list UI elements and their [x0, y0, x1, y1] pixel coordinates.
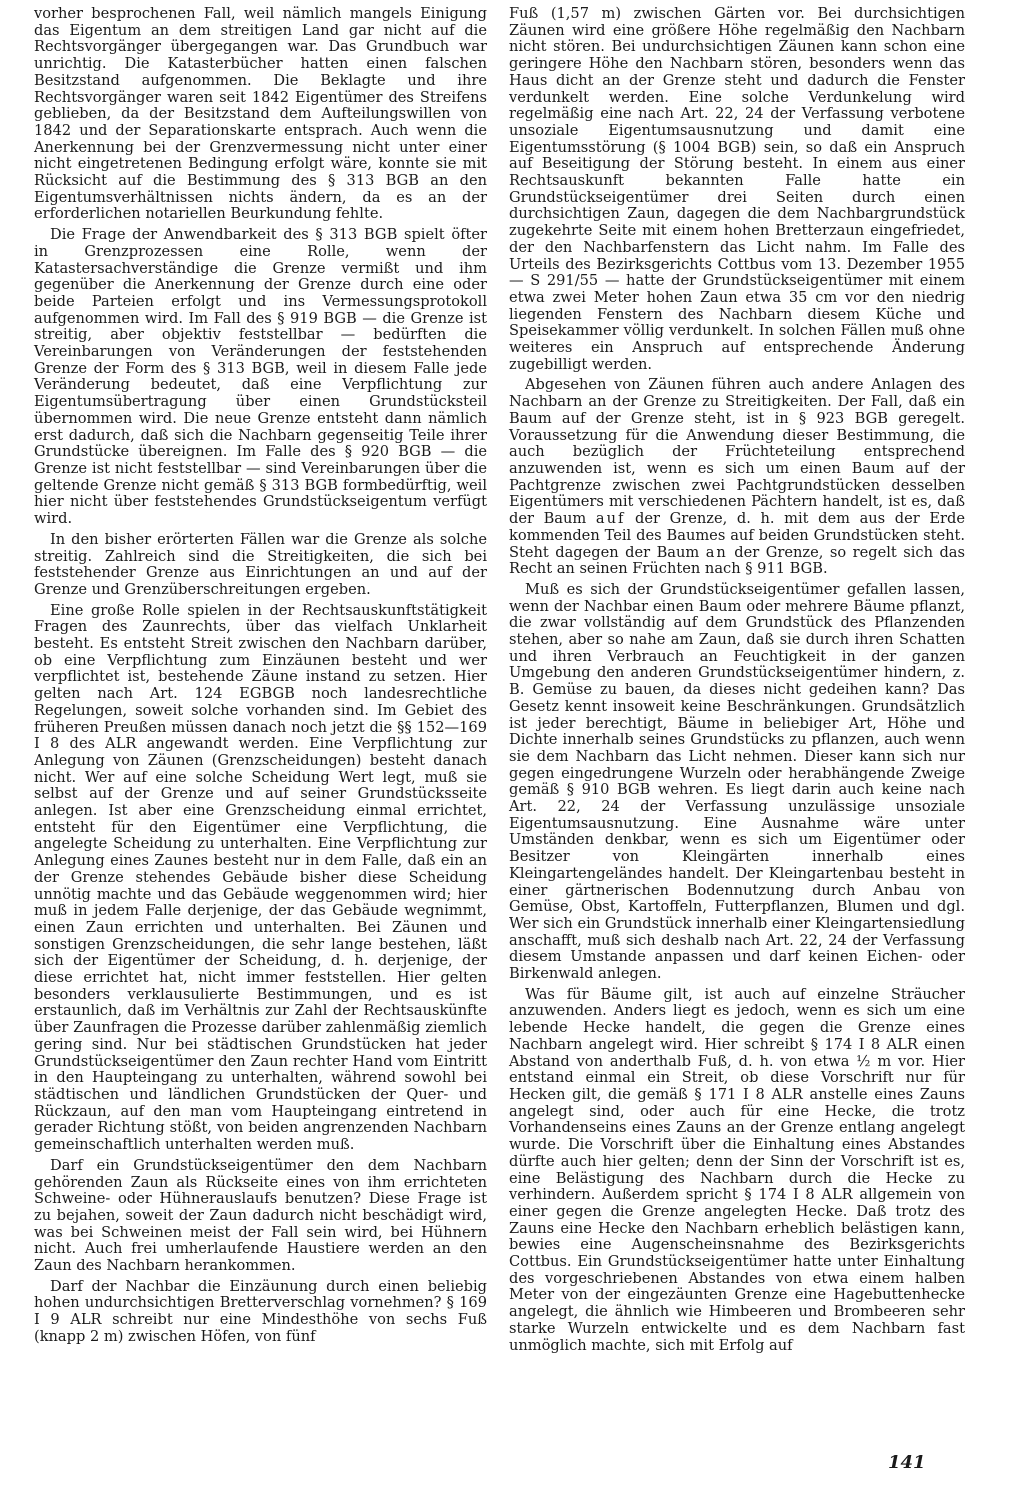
paragraph: Muß es sich der Grundstückseigentümer gefallen lassen, wenn der Nachbar einen Baum oder mehrere Bäume pflanzt, die zwar vollständig auf dem Grundstück des Pflanzenden stehen, aber so nahe am Zaun, daß sie durch ihren Schatten und ihren Verbrauch an Feuchtigkeit in der ganzen Umgebung den anderen Grundstückseigentümer hindern, z. B. Gemüse zu bauen, da dieses nicht gedeihen kann? Das Gesetz kennt insoweit keine Beschränkungen. Grundsätzlich ist jeder berechtigt, Bäume in beliebiger Art, Höhe und Dichte innerhalb seines Grundstücks zu pflanzen, auch wenn sie dem Nachbarn das Licht nehmen. Dieser kann sich nur gegen eingedrungene Wurzeln oder herabhängende Zweige gemäß § 910 BGB wehren. Es liegt darin auch keine nach Art. 22, 24 der Verfassung unzulässige unsoziale Eigentumsausnutzung. Eine Ausnahme wäre unter Umständen denkbar, wenn es sich um Eigentümer oder Besitzer von Kleingärten innerhalb eines Kleingartengeländes handelt. Der Kleingartenbau besteht in einer gärtnerischen Bodennutzung durch Anbau von Gemüse, Obst, Kartoffeln, Futterpflanzen, Blumen und dgl. Wer sich ein Grundstück innerhalb einer Kleingartensiedlung anschafft, muß sich deshalb nach Art. 22, 24 der Verfassung diesem Umstande anpassen und darf keinen Eichen- oder Birkenwald anlegen. [509, 580, 965, 983]
text-run: Abgesehen von Zäunen führen auch andere Anlagen des Nachbarn an der Grenze zu Streitigkeiten. Der Fall, daß ein Baum auf der Grenze steht, ist in § 923 BGB geregelt. Voraussetzung für die Anwendung dieser Bestimmung, die auch bezüglich der Früchteteilung entsprechend anzuwenden ist, wenn es sich um einen Baum auf der Pachtgrenze zwischen zwei Pachtgrundstücken desselben Eigentümers mit verschiedenen Pächtern handelt, ist es, daß der Baum [509, 376, 965, 528]
paragraph: Fuß (1,57 m) zwischen Gärten vor. Bei durchsichtigen Zäunen wird eine größere Höhe regelmäßig den Nachbarn nicht stören. Bei undurchsichtigen Zäunen kann schon eine geringere Höhe den Nachbarn stören, besonders wenn das Haus dicht an der Grenze steht und dadurch die Fenster verdunkelt werden. Eine solche Verdunkelung wird regelmäßig eine nach Art. 22, 24 der Verfassung verbotene unsoziale Eigentumsausnutzung und damit eine Eigentumsstörung (§ 1004 BGB) sein, so daß ein Anspruch auf Beseitigung der Störung besteht. In einem aus einer Rechtsauskunft bekannten Falle hatte ein Grundstückseigentümer drei Seiten durch einen durchsichtigen Zaun, dagegen die dem Nachbargrundstück zugekehrte Seite mit einem hohen Bretterzaun eingefriedet, der den Nachbarfenstern das Licht nahm. Im Falle des Urteils des Bezirksgerichts Cottbus vom 13. Dezember 1955 — S 291/55 — hatte der Grundstückseigentümer mit einem etwa zwei Meter hohen Zaun etwa 35 cm vor den niedrig liegenden Fenstern des Nachbarn diesem Küche und Speisekammer völlig verdunkelt. In solchen Fällen muß ohne weiteres ein Anspruch auf entsprechende Änderung zugebilligt werden. [509, 5, 965, 373]
left-column [34, 6, 487, 1350]
paragraph: vorher besprochenen Fall, weil nämlich mangels Einigung das Eigentum an dem streitigen Land gar nicht auf die Rechtsvorgänger übergegangen war. Das Grundbuch war unrichtig. Die Katasterbücher hatten einen falschen Besitzstand aufgenommen. Die Beklagte und ihre Rechtsvorgänger waren seit 1842 Eigentümer des Streifens geblieben, da der Besitzstand dem Aufteilungswillen von 1842 und der Separationskarte entsprach. Auch wenn die Anerkennung bei der Grenzvermessung nicht unter einer nicht eingetretenen Bedingung erfolgt wäre, konnte sie mit Rücksicht auf die Bestimmung des § 313 BGB an den Eigentumsverhältnissen nichts ändern, da es an der erforderlichen notariellen Beurkundung fehlte. [34, 5, 487, 223]
paragraph: Was für Bäume gilt, ist auch auf einzelne Sträucher anzuwenden. Anders liegt es jedoch, wenn es sich um eine lebende Hecke handelt, die gegen die Grenze eines Nachbarn angelegt wird. Hier schreibt § 174 I 8 ALR einen Abstand von anderthalb Fuß, d. h. von etwa ½ m vor. Hier entstand einmal ein Streit, ob diese Vorschrift nur für Hecken gilt, die gemäß § 171 I 8 ALR anstelle eines Zauns angelegt sind, oder auch für eine Hecke, die trotz Vorhandenseins eines Zauns an der Grenze entlang angelegt wurde. Die Vorschrift über die Einhaltung eines Abstandes dürfte auch hier gelten; denn der Sinn der Vorschrift ist es, eine Belästigung des Nachbarn durch die Hecke zu verhindern. Außerdem spricht § 174 I 8 ALR allgemein von einer gegen die Grenze angelegten Hecke. Daß trotz des Zauns eine Hecke den Nachbarn erheblich belästigen kann, bewies eine Augenscheinsnahme des Bezirksgerichts Cottbus. Ein Grundstückseigentümer hatte unter Einhaltung des vorgeschriebenen Abstandes von etwa einem halben Meter von der eingezäunten Grenze eine Hagebuttenhecke angelegt, die ähnlich wie Himbeeren und Brombeeren sehr starke Wurzeln entwickelte und es dem Nachbarn fast unmöglich machte, sich mit Erfolg auf [509, 985, 965, 1354]
paragraph: In den bisher erörterten Fällen war die Grenze als solche streitig. Zahlreich sind die Streitigkeiten, die sich bei feststehender Grenze aus Einrichtungen an und auf der Grenze und Grenzüberschreitungen ergeben. [34, 530, 487, 598]
text-run: der Grenze, so regelt sich das Recht an seinen Früchten nach § 911 BGB. [509, 543, 965, 578]
paragraph: Darf ein Grundstückseigentümer den dem Nachbarn gehörenden Zaun als Rückseite eines von ihm errichteten Schweine- oder Hühnerauslaufs benutzen? Diese Frage ist zu bejahen, soweit der Zaun dadurch nicht beschädigt wird, was bei Schweinen meist der Fall sein wird, bei Hühnern nicht. Auch frei umherlaufende Haustiere werden an den Zaun des Nachbarn herankommen. [34, 1156, 487, 1275]
paragraph: Eine große Rolle spielen in der Rechtsauskunftstätigkeit Fragen des Zaunrechts, über das vielfach Unklarheit besteht. Es entsteht Streit zwischen den Nachbarn darüber, ob eine Verpflichtung zum Einzäunen besteht und wer verpflichtet ist, bestehende Zäune instand zu setzen. Hier gelten nach Art. 124 EGBGB noch landesrechtliche Regelungen, soweit solche vorhanden sind. Im Gebiet des früheren Preußen müssen danach noch jetzt die §§ 152—169 I 8 des ALR angewandt werden. Eine Verpflichtung zur Anlegung von Zäunen (Grenzscheidungen) besteht danach nicht. Wer auf eine solche Scheidung Wert legt, muß sie selbst auf der Grenze und auf seiner Grundstücksseite anlegen. Ist aber eine Grenzscheidung einmal errichtet, entsteht für den Eigentümer eine Verpflichtung, die angelegte Scheidung zu unterhalten. Eine Verpflichtung zur Anlegung eines Zaunes besteht nur in dem Falle, daß ein an der Grenze stehendes Gebäude bisher diese Scheidung unnötig machte und das Gebäude weggenommen wird; hier muß in jedem Falle derjenige, der das Gebäude wegnimmt, einen Zaun errichten und unterhalten. Bei Zäunen und sonstigen Grenzscheidungen, die sehr lange bestehen, läßt sich der Eigentümer der Scheidung, d. h. derjenige, der diese errichtet hat, nicht immer feststellen. Hier gelten besonders verklausulierte Bestimmungen, und es ist erstaunlich, daß im Verhältnis zur Zahl der Rechtsauskünfte über Zaunfragen die Prozesse darüber zahlenmäßig ziemlich gering sind. Nur bei städtischen Grundstücken hat jeder Grundstückseigentümer den Zaun rechter Hand vom Eintritt in den Haupteingang zu unterhalten, während sowohl bei städtischen und ländlichen Grundstücken der Quer- und Rückzaun, auf den man vom Haupteingang eintretend in gerader Richtung stößt, von beiden angrenzenden Nachbarn gemeinschaftlich unterhalten werden muß. [34, 601, 487, 1154]
page-number: 141 [888, 1452, 926, 1473]
paragraph: Die Frage der Anwendbarkeit des § 313 BGB spielt öfter in Grenzprozessen eine Rolle, wenn der Katastersachverständige die Grenze vermißt und ihm gegenüber die Anerkennung der Grenze durch eine oder beide Parteien erfolgt und ins Vermessungsprotokoll aufgenommen wird. Im Fall des § 919 BGB — die Grenze ist streitig, aber objektiv feststellbar — bedürften die Vereinbarungen von Veränderungen der feststehenden Grenze der Form des § 313 BGB, weil in diesem Falle jede Veränderung bedeutet, daß eine Verpflichtung zur Eigentumsübertragung über einen Grundstücksteil übernommen wird. Die neue Grenze entsteht dann nämlich erst dadurch, daß sich die Nachbarn gegenseitig Teile ihrer Grundstücke übereignen. Im Falle des § 920 BGB — die Grenze ist nicht feststellbar — sind Vereinbarungen über die geltende Grenze nicht gemäß § 313 BGB formbedürftig, weil hier nicht über feststehendes Grundstückseigentum verfügt wird. [34, 226, 487, 528]
spaced-emphasis: an [705, 543, 728, 561]
spaced-emphasis: auf [595, 510, 626, 528]
paragraph: Darf der Nachbar die Einzäunung durch einen beliebig hohen undurchsichtigen Bretterverschlag vornehmen? § 169 I 9 ALR schreibt nur eine Mindesthöhe von sechs Fuß (knapp 2 m) zwischen Höfen, von fünf [34, 1277, 487, 1345]
text-run: der Grenze, d. h. mit dem aus der Erde kommenden Teil des Baumes auf beiden Grundstücken steht. Steht dagegen der Baum [509, 510, 965, 561]
right-column [509, 6, 965, 1358]
paragraph [509, 377, 965, 577]
